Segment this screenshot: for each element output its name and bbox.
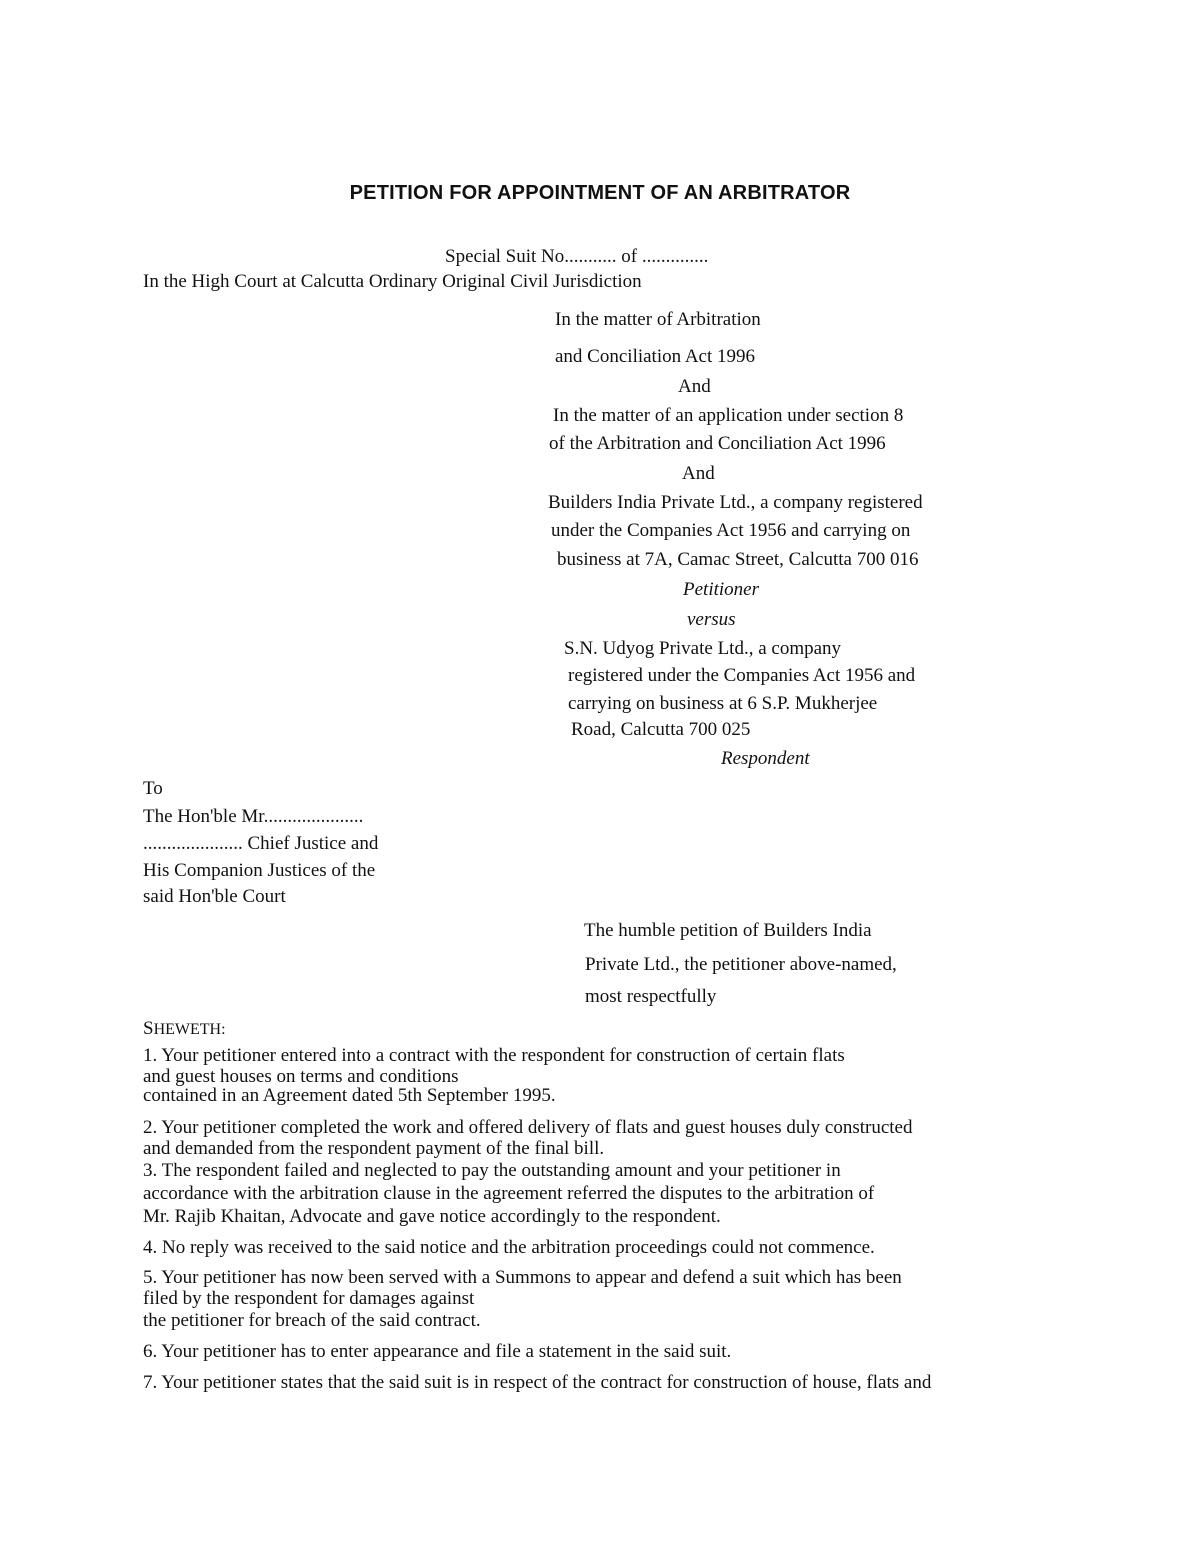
versus-label: versus	[687, 609, 736, 630]
paragraph-line: filed by the respondent for damages against	[143, 1288, 475, 1309]
petitioner-line: Builders India Private Ltd., a company registered	[548, 492, 923, 513]
address-line: To	[143, 778, 163, 799]
paragraph-line: and demanded from the respondent payment of the final bill.	[143, 1138, 605, 1159]
paragraph-line: 1. Your petitioner entered into a contract with the respondent for construction of certain flats	[143, 1045, 845, 1066]
address-line: The Hon'ble Mr.....................	[143, 806, 364, 827]
respondent-label: Respondent	[721, 748, 810, 769]
humble-line: The humble petition of Builders India	[584, 920, 872, 941]
court-jurisdiction: In the High Court at Calcutta Ordinary Original Civil Jurisdiction	[143, 271, 642, 292]
respondent-line: carrying on business at 6 S.P. Mukherjee	[568, 693, 878, 714]
humble-line: most respectfully	[585, 986, 717, 1007]
document-title: PETITION FOR APPOINTMENT OF AN ARBITRATOR	[349, 182, 851, 204]
matter-line: and Conciliation Act 1996	[555, 346, 756, 367]
sheweth-initial: S	[143, 1018, 154, 1039]
respondent-line: registered under the Companies Act 1956 and	[568, 665, 916, 686]
matter-line: And	[682, 463, 715, 484]
sheweth-heading	[143, 1018, 226, 1041]
respondent-line: Road, Calcutta 700 025	[571, 719, 751, 740]
paragraph-line: 3. The respondent failed and neglected to pay the outstanding amount and your petitioner in	[143, 1160, 841, 1181]
paragraph-line: and guest houses on terms and conditions	[143, 1066, 459, 1087]
matter-line: of the Arbitration and Conciliation Act 1996	[549, 433, 886, 454]
address-line: His Companion Justices of the	[143, 860, 376, 881]
paragraph-line: 7. Your petitioner states that the said suit is in respect of the contract for construction of house, flats and	[143, 1372, 932, 1393]
respondent-line: S.N. Udyog Private Ltd., a company	[564, 638, 842, 659]
paragraph-line: the petitioner for breach of the said contract.	[143, 1310, 481, 1331]
paragraph-line: contained in an Agreement dated 5th September 1995.	[143, 1085, 556, 1106]
sheweth-rest: HEWETH:	[153, 1021, 226, 1038]
petitioner-line: under the Companies Act 1956 and carrying on	[551, 520, 911, 541]
paragraph-line: 4. No reply was received to the said notice and the arbitration proceedings could not commence.	[143, 1237, 875, 1258]
matter-line: And	[678, 376, 711, 397]
paragraph-line: Mr. Rajib Khaitan, Advocate and gave notice accordingly to the respondent.	[143, 1206, 721, 1227]
paragraph-line: 2. Your petitioner completed the work and offered delivery of flats and guest houses duly constructed	[143, 1117, 913, 1138]
petitioner-label: Petitioner	[683, 579, 759, 600]
suit-number: Special Suit No........... of ..............	[445, 246, 709, 267]
paragraph-line: 5. Your petitioner has now been served with a Summons to appear and defend a suit which has been	[143, 1267, 902, 1288]
matter-line: In the matter of an application under section 8	[553, 405, 904, 426]
paragraph-line: 6. Your petitioner has to enter appearance and file a statement in the said suit.	[143, 1341, 732, 1362]
humble-line: Private Ltd., the petitioner above-named,	[585, 954, 897, 975]
paragraph-line: accordance with the arbitration clause in the agreement referred the disputes to the arbitration of	[143, 1183, 875, 1204]
matter-line: In the matter of Arbitration	[555, 309, 761, 330]
address-line: ..................... Chief Justice and	[143, 833, 379, 854]
petitioner-line: business at 7A, Camac Street, Calcutta 700 016	[557, 549, 919, 570]
address-line: said Hon'ble Court	[143, 886, 286, 907]
